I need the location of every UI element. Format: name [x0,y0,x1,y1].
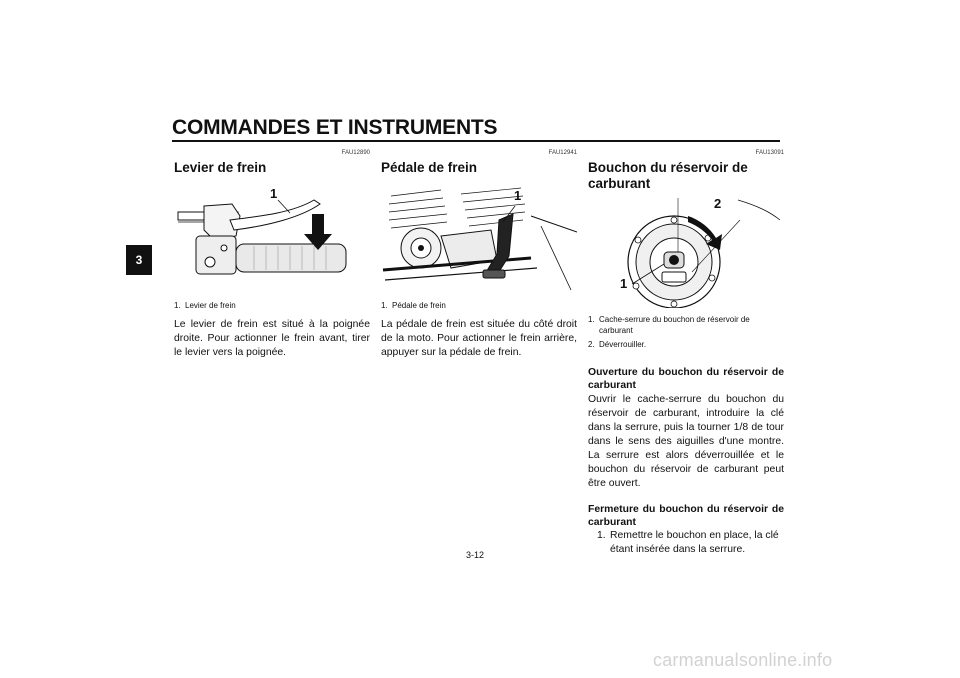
section-title: Levier de frein [174,160,267,175]
opening-heading: Ouverture du bouchon du réservoir de carburant [588,367,784,391]
figure-caption [381,300,577,311]
section-code: FAU12890 [341,150,370,156]
caption-number: 2. [588,340,595,349]
caption-text: Cache-serrure du bouchon de réservoir de carburant [599,315,750,335]
caption-item [174,300,370,311]
section-title: Bouchon du réservoir de carburant [588,160,748,191]
figure-callout: 1 [270,186,278,201]
brake-pedal-illustration [381,186,577,294]
page-title: COMMANDES ET INSTRUMENTS [172,116,498,139]
section-title: Pédale de frein [381,160,478,175]
section-body: La pédale de frein est située du côté droit de la moto. Pour actionner le frein arrière, appuyer sur la pédale de frein. [381,319,577,358]
closing-heading: Fermeture du bouchon du réservoir de carburant [588,504,784,528]
caption-item [588,339,784,350]
fuel-cap-figure [588,198,784,308]
brake-lever-figure [174,186,370,294]
section-brake-pedal [381,150,577,360]
section-fuel-cap [588,150,784,557]
section-body: Le levier de frein est situé à la poignée droite. Pour actionner le frein avant, tirer le levier vers la poignée. [174,319,370,358]
caption-text: Levier de frein [185,301,236,310]
step-text: Remettre le bouchon en place, la clé étant insérée dans la serrure. [610,530,779,555]
brake-lever-illustration [174,186,370,294]
brake-pedal-figure [381,186,577,294]
figure-callout: 1 [514,188,522,203]
caption-item [381,300,577,311]
caption-text: Déverrouiller. [599,340,647,349]
caption-item [588,314,784,336]
fuel-cap-illustration [588,198,784,308]
chapter-tab: 3 [126,245,152,275]
figure-caption [174,300,370,311]
caption-text: Pédale de frein [392,301,446,310]
watermark: carmanualsonline.info [653,650,833,670]
figure-caption [588,314,784,350]
caption-number: 1. [588,315,595,324]
section-brake-lever [174,150,370,360]
section-code: FAU12941 [548,150,577,156]
figure-callout: 2 [714,196,722,211]
caption-number: 1. [174,301,181,310]
figure-callout: 1 [620,276,628,291]
caption-number: 1. [381,301,388,310]
opening-body: Ouvrir le cache-serrure du bouchon du réservoir de carburant, introduire la clé dans la serrure, puis la tourner 1/8 de tour dans le sens des aiguilles d'une montre. La serrure est alors déverrouillée et le bouchon du réservoir de carburant peut être ouvert. [588,394,784,489]
section-code: FAU13091 [755,150,784,156]
header-rule [172,140,780,142]
page-number: 3-12 [466,550,485,560]
step-number: 1. [597,530,606,541]
closing-step [588,529,784,557]
